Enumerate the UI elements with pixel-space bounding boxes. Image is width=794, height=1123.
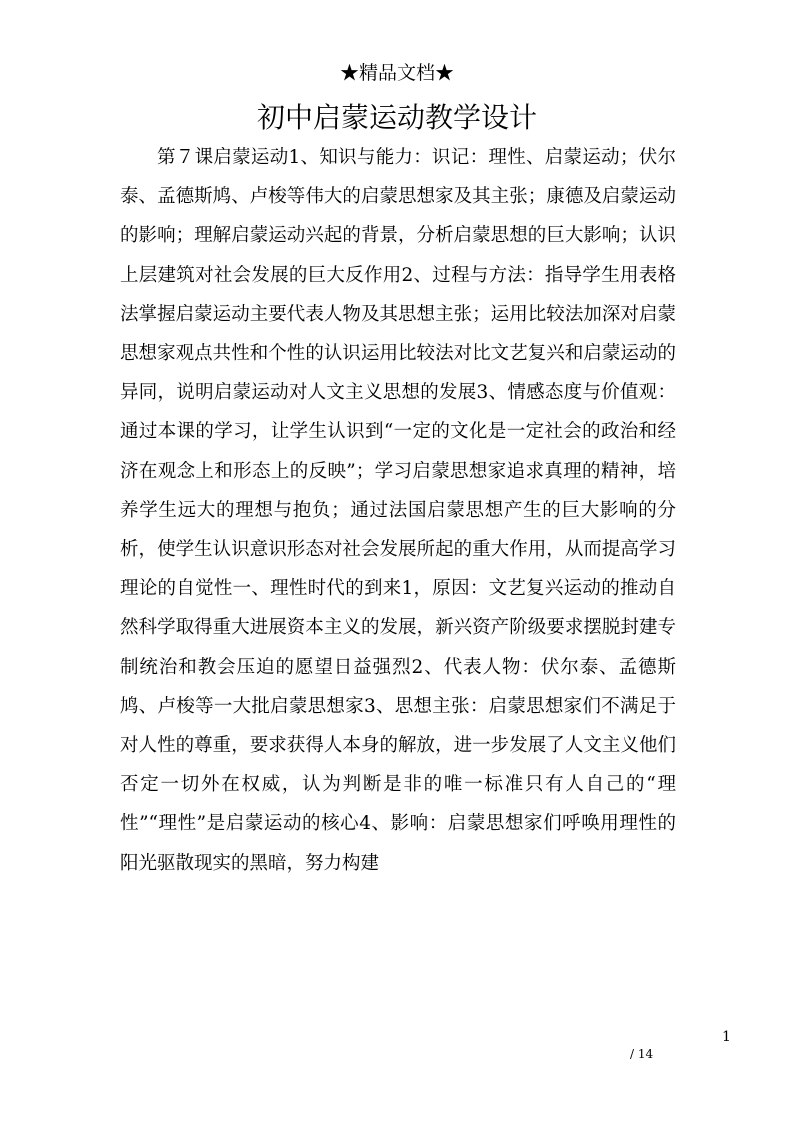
document-title: 初中启蒙运动教学设计 [256,101,537,134]
document-header-label: ★精品文档★ [339,62,454,84]
document-body-text: 第７课启蒙运动1、知识与能力：识记：理性、启蒙运动；伏尔泰、孟德斯鸠、卢梭等伟大的启蒙思想家及其主张；康德及启蒙运动的影响；理解启蒙运动兴起的背景，分析启蒙思想的巨大影响；认识上层建筑对社会发展的巨大反作用2、过程与方法：指导学生用表格法掌握启蒙运动主要代表人物及其思想主张；运用比较法加深对启蒙思想家观点共性和个性的认识运用比较法对比文艺复兴和启蒙运动的异同，说明启蒙运动对人文主义思想的发展3、情感态度与价值观：通过本课的学习，让学生认识到“一定的文化是一定社会的政治和经济在观念上和形态上的反映”；学习启蒙思想家追求真理的精神，培养学生远大的理想与抱负；通过法国启蒙思想产生的巨大影响的分析，使学生认识意识形态对社会发展所起的重大作用，从而提高学习理论的自觉性一、理性时代的到来1，原因：文艺复兴运动的推动自然科学取得重大进展资本主义的发展，新兴资产阶级要求摆脱封建专制统治和教会压迫的愿望日益强烈2、代表人物：伏尔泰、孟德斯鸠、卢梭等一大批启蒙思想家3、思想主张：启蒙思想家们不满足于对人性的尊重，要求获得人本身的解放，进一步发展了人文主义他们否定一切外在权威，认为判断是非的唯一标准只有人自己的“理性”“理性”是启蒙运动的核心4、影响：启蒙思想家们呼唤用理性的阳光驱散现实的黑暗，努力构建 [120,147,676,874]
page-number: 1 [722,1029,731,1045]
page-total: / 14 [630,1047,654,1061]
